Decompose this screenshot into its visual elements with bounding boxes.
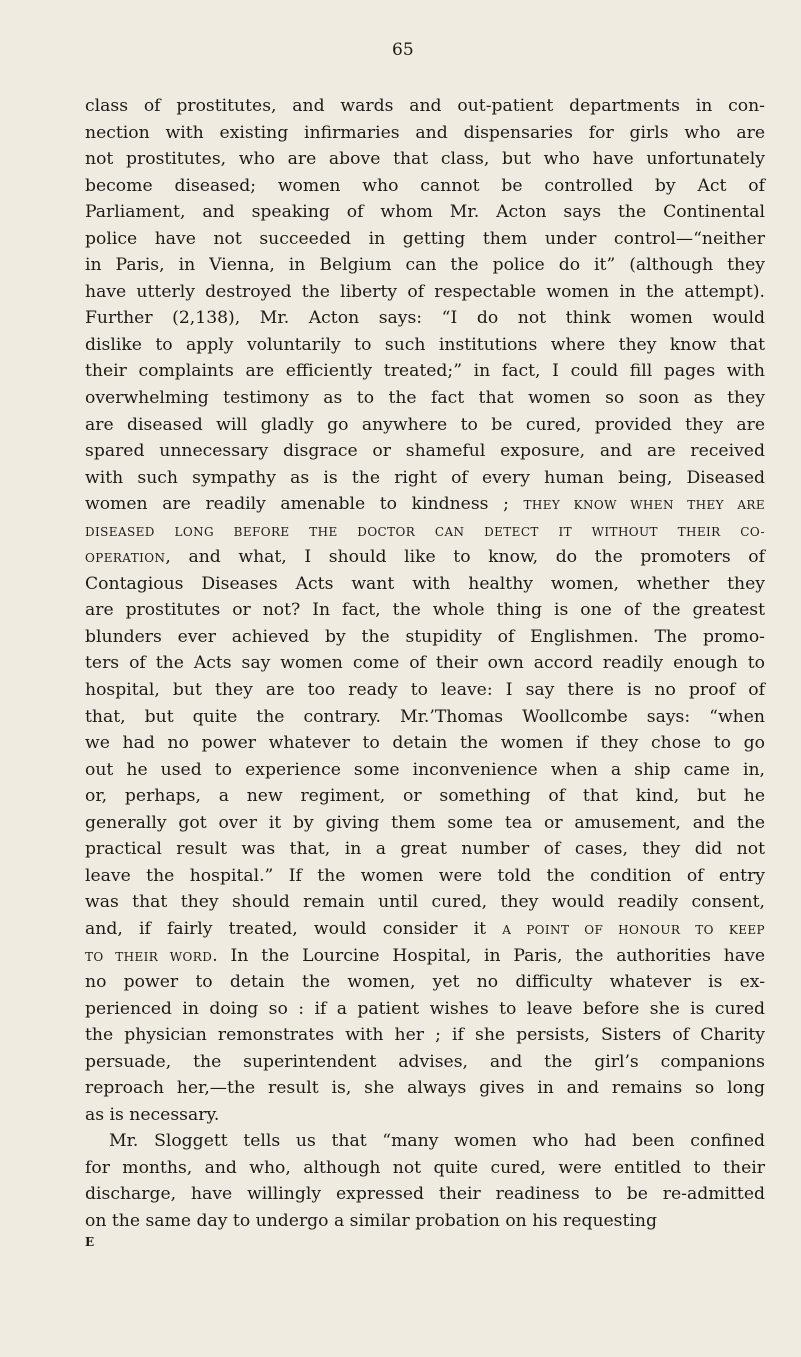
page-number: 65 [392, 40, 414, 60]
text-segment: have utterly destroyed the liberty of respectable women in the attempt). [85, 281, 765, 302]
text-segment: as is necessary. [85, 1104, 220, 1125]
text-segment: are prostitutes or not? In fact, the whole thing is one of the greatest [85, 600, 765, 621]
text-line [85, 836, 765, 863]
text-line [85, 332, 765, 359]
text-segment: hospital, but they are too ready to leave: I say there is no proof of [85, 680, 765, 701]
text-line [85, 1208, 765, 1235]
text-segment: generally got over it by giving them some tea or amusement, and the [85, 812, 765, 833]
text-segment: class of prostitutes, and wards and out-patient departments in con- [85, 96, 765, 116]
text-segment: we had no power whatever to detain the women if they chose to go [85, 733, 765, 754]
text-line [85, 996, 765, 1023]
text-line [85, 385, 765, 412]
text-line [85, 650, 765, 677]
text-segment: and, if fairly treated, would consider it [85, 918, 503, 939]
text-line [85, 783, 765, 810]
text-segment: on the same day to undergo a similar probation on his requesting [85, 1210, 657, 1231]
text-line [85, 757, 765, 784]
text-line [85, 491, 765, 518]
text-line [85, 1181, 765, 1208]
text-line [85, 889, 765, 916]
text-line [85, 1049, 765, 1076]
text-line [85, 571, 765, 598]
text-segment: . In the Lourcine Hospital, in Paris, the authorities have [212, 945, 765, 966]
text-line [85, 1128, 765, 1155]
text-line [85, 969, 765, 996]
text-line [85, 810, 765, 837]
text-segment: in Paris, in Vienna, in Belgium can the police do it” (although they [85, 255, 765, 276]
small-caps-text: THEY KNOW WHEN THEY ARE [523, 498, 765, 513]
body-text [85, 93, 765, 1235]
text-line [85, 704, 765, 731]
text-segment: for months, and who, although not quite cured, were entitled to their [85, 1157, 765, 1178]
text-segment: nection with existing infirmaries and dispensaries for girls who are [85, 122, 765, 143]
text-line [85, 730, 765, 757]
text-line [85, 465, 765, 492]
text-line [85, 438, 765, 465]
text-segment: with such sympathy as is the right of every human being, Diseased [85, 467, 765, 488]
text-segment: are diseased will gladly go anywhere to be cured, provided they are [85, 414, 765, 435]
text-line [85, 226, 765, 253]
text-line [85, 863, 765, 890]
text-line [85, 624, 765, 651]
text-line [85, 1022, 765, 1049]
text-segment: their complaints are efficiently treated;” in fact, I could fill pages with [85, 361, 765, 382]
text-line [85, 146, 765, 173]
text-line [85, 199, 765, 226]
text-segment: spared unnecessary disgrace or shameful exposure, and are received [85, 441, 765, 462]
text-line [85, 1102, 765, 1129]
text-segment: ters of the Acts say women come of their own accord readily enough to [85, 653, 765, 674]
text-segment: become diseased; women who cannot be controlled by Act of [85, 175, 765, 196]
text-segment: no power to detain the women, yet no difficulty whatever is ex- [85, 972, 765, 993]
text-segment: leave the hospital.” If the women were told the condition of entry [85, 865, 765, 886]
text-line [85, 93, 765, 120]
text-segment: or, perhaps, a new regiment, or something of that kind, but he [85, 786, 765, 807]
text-segment: Parliament, and speaking of whom Mr. Acton says the Continental [85, 202, 765, 223]
text-segment: , and what, I should like to know, do the promoters of [165, 547, 765, 568]
text-segment: practical result was that, in a great number of cases, they did not [85, 839, 765, 860]
text-line [85, 916, 765, 943]
text-segment: out he used to experience some inconvenience when a ship came in, [85, 759, 765, 780]
text-line [85, 518, 765, 545]
text-segment: Contagious Diseases Acts want with healthy women, whether they [85, 573, 765, 594]
text-segment: persuade, the superintendent advises, and the girl’s companions [85, 1051, 765, 1072]
text-segment: that, but quite the contrary. Mr.’Thomas Woollcombe says: “when [85, 706, 765, 727]
text-segment: perienced in doing so : if a patient wishes to leave before she is cured [85, 998, 765, 1019]
text-segment: blunders ever achieved by the stupidity of Englishmen. The promo- [85, 626, 765, 647]
text-segment: Mr. Sloggett tells us that “many women who had been confined [109, 1131, 765, 1152]
text-line [85, 677, 765, 704]
text-line [85, 279, 765, 306]
text-line [85, 173, 765, 200]
small-caps-text: TO THEIR WORD [85, 949, 213, 964]
signature-mark: E [85, 1235, 95, 1249]
text-line [85, 358, 765, 385]
text-line [85, 305, 765, 332]
text-segment: reproach her,—the result is, she always gives in and remains so long [85, 1078, 765, 1099]
small-caps-text: A POINT OF HONOUR TO KEEP [502, 922, 765, 937]
text-line [85, 1075, 765, 1102]
small-caps-text: OPERATION [85, 551, 166, 566]
small-caps-text: DISEASED LONG BEFORE THE DOCTOR CAN DETECT IT WITHOUT THEIR CO- [85, 524, 765, 539]
text-segment: not prostitutes, who are above that class, but who have unfortunately [85, 149, 765, 170]
text-line [85, 252, 765, 279]
text-segment: Further (2,138), Mr. Acton says: “I do not think women would [85, 308, 765, 329]
text-line [85, 1155, 765, 1182]
text-line [85, 943, 765, 970]
text-segment: police have not succeeded in getting them under control—“neither [85, 228, 765, 249]
text-segment: overwhelming testimony as to the fact that women so soon as they [85, 388, 765, 409]
text-line [85, 412, 765, 439]
text-line [85, 544, 765, 571]
text-segment: was that they should remain until cured, they would readily consent, [85, 892, 765, 913]
text-line [85, 120, 765, 147]
text-segment: discharge, have willingly expressed their readiness to be re-admitted [85, 1184, 765, 1205]
text-segment: dislike to apply voluntarily to such institutions where they know that [85, 334, 765, 355]
text-segment: women are readily amenable to kindness ; [85, 494, 524, 515]
text-line [85, 597, 765, 624]
text-segment: the physician remonstrates with her ; if she persists, Sisters of Charity [85, 1025, 765, 1046]
